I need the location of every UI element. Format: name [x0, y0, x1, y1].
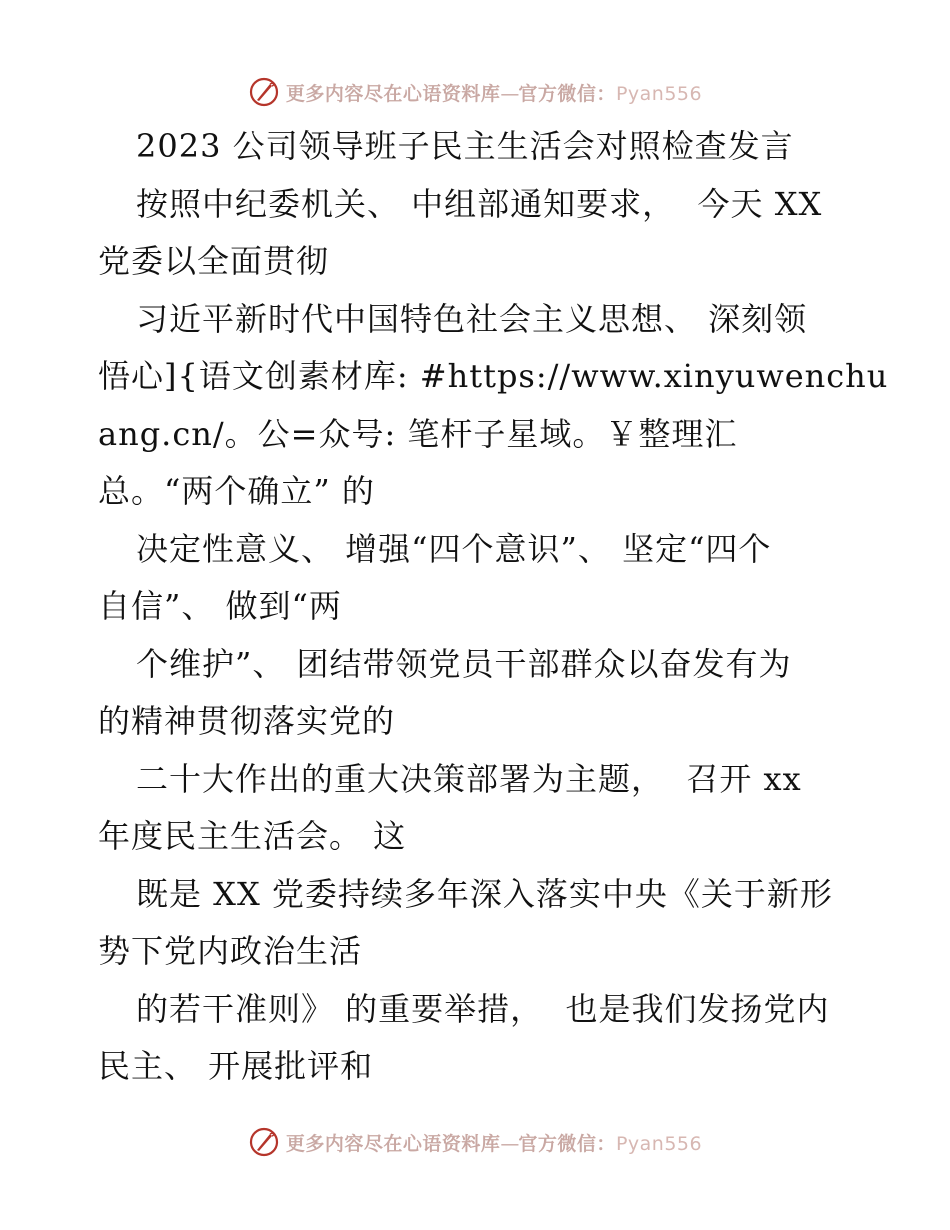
footer-watermark-brand: Pyan556 [615, 1132, 703, 1155]
paragraph-line: 二十大作出的重大决策部署为主题， 召开 xx [136, 759, 802, 798]
paragraph-line: 总。“两个确立” 的 [98, 472, 375, 510]
footer-watermark-label: 官方微信： [518, 1132, 616, 1155]
paragraph-line: 按照中纪委机关、 中组部通知要求， 今天 XX [136, 184, 823, 223]
header-watermark-separator: — [500, 82, 519, 105]
paragraph-line: 势下党内政治生活 [98, 932, 363, 970]
document-body [98, 118, 889, 1096]
footer-watermark-text [286, 1129, 702, 1156]
paragraph-line: 个维护”、 团结带领党员干部群众以奋发有为 [136, 644, 792, 683]
quill-logo-icon [248, 76, 280, 108]
paragraph-line: 自信”、 做到“两 [98, 587, 342, 625]
header-watermark-main: 更多内容尽在心语资料库 [285, 82, 501, 105]
footer-watermark [0, 1122, 950, 1162]
paragraph-line: 决定性意义、 增强“四个意识”、 坚定“四个 [136, 529, 772, 568]
paragraph-line: 习近平新时代中国特色社会主义思想、 深刻领 [136, 299, 808, 338]
paragraph-line: 的若干准则》 的重要举措， 也是我们发扬党内 [136, 989, 830, 1028]
paragraph-line: 既是 XX 党委持续多年深入落实中央《关于新形 [136, 874, 833, 913]
paragraph-line: 年度民主生活会。 这 [98, 817, 407, 855]
header-watermark-brand: Pyan556 [615, 82, 703, 105]
footer-watermark-main: 更多内容尽在心语资料库 [285, 1132, 501, 1155]
paragraph-line: 的精神贯彻落实党的 [98, 702, 396, 740]
quill-logo-icon [248, 1126, 280, 1158]
paragraph-line: ang.cn/。公=众号: 笔杆子星域。￥整理汇 [98, 414, 738, 453]
footer-watermark-separator: — [500, 1132, 519, 1155]
document-title: 2023 公司领导班子民主生活会对照检查发言 [136, 127, 794, 165]
paragraph-line: 民主、 开展批评和 [98, 1047, 374, 1085]
header-watermark-label: 官方微信： [518, 82, 616, 105]
header-watermark [0, 72, 950, 112]
header-watermark-text [286, 79, 702, 106]
paragraph-line: 党委以全面贯彻 [98, 242, 330, 280]
paragraph-line: 悟心]{语文创素材库: #https://www.xinyuwenchu [98, 357, 889, 395]
